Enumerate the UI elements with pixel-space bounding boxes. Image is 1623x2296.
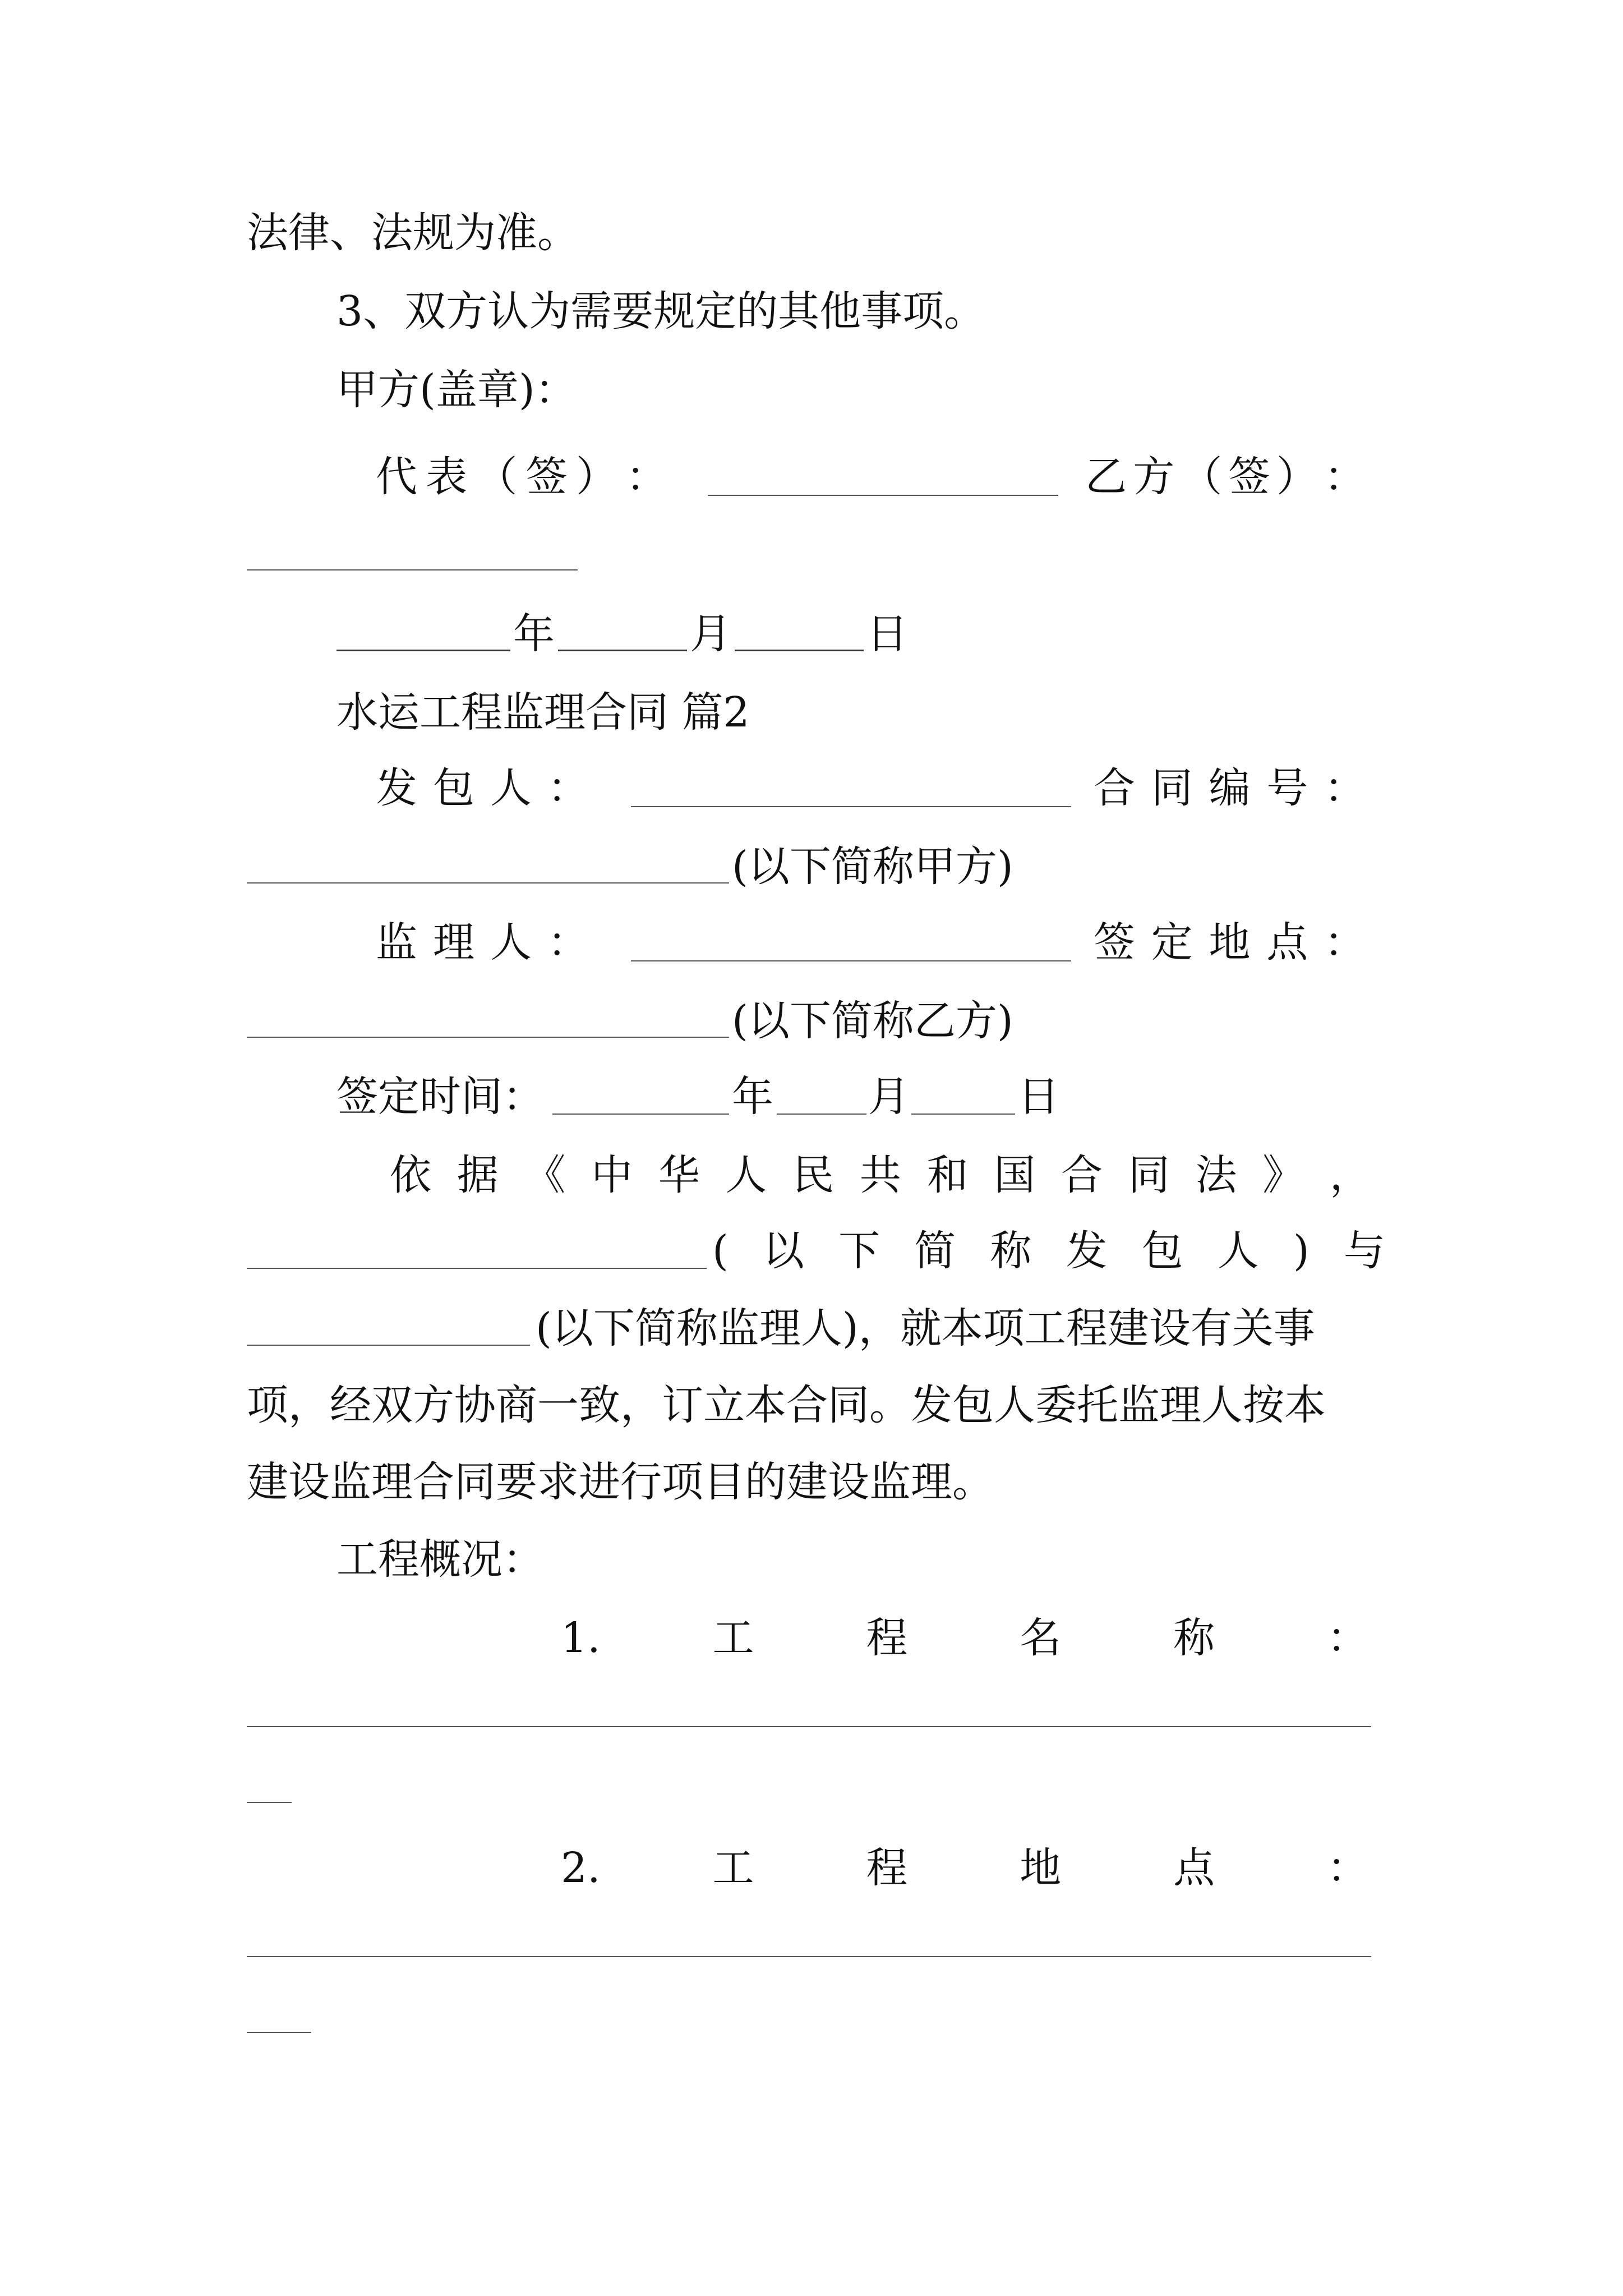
- supervisor-name-blank[interactable]: [247, 1345, 530, 1346]
- label-char: 2.: [561, 1844, 601, 1892]
- label-char: ：: [1326, 1844, 1368, 1892]
- label-char: ）: [1276, 453, 1318, 501]
- label-char: 签: [525, 453, 568, 501]
- label-char: 人: [490, 918, 532, 967]
- label-char: 下: [838, 1227, 880, 1275]
- party-a-note: (以下简称甲方): [732, 843, 1013, 891]
- basis-line: [390, 1147, 1371, 1203]
- label-char: 编: [1209, 764, 1251, 812]
- label-char: 简: [914, 1227, 956, 1275]
- label-char: 监: [376, 918, 417, 967]
- label-char: 合: [1061, 1151, 1103, 1199]
- label-char: 人: [725, 1151, 767, 1199]
- label-char: 签: [1094, 918, 1135, 967]
- label-char: 程: [866, 1614, 908, 1662]
- party-b-note: (以下简称乙方): [732, 997, 1013, 1045]
- representative-signature-blank[interactable]: [708, 495, 1058, 496]
- month-blank[interactable]: [558, 650, 687, 651]
- label-char: 人: [1217, 1227, 1259, 1275]
- paragraph-line-2: 项，经双方协商一致，订立本合同。发包人委托监理人按本: [247, 1381, 1326, 1429]
- label-char: ：: [1324, 918, 1366, 967]
- supervisor-label: [376, 914, 589, 970]
- project-name-label: [561, 1610, 1368, 1666]
- label-char: 国: [994, 1151, 1036, 1199]
- sign-month-label: 月: [868, 1073, 910, 1121]
- contract-number-blank[interactable]: [247, 882, 729, 884]
- label-char: 签: [1228, 453, 1270, 501]
- label-char: 和: [926, 1151, 969, 1199]
- project-name-blank-continued[interactable]: [247, 1802, 292, 1803]
- sign-day-blank[interactable]: [911, 1114, 1015, 1115]
- label-char: 号: [1266, 764, 1308, 812]
- supervisor-blank[interactable]: [631, 960, 1071, 961]
- label-char: 中: [591, 1151, 633, 1199]
- label-char: 包: [1141, 1227, 1183, 1275]
- label-char: 代: [376, 453, 417, 501]
- label-char: 方: [1133, 453, 1175, 501]
- label-char: (: [712, 1227, 728, 1275]
- day-blank[interactable]: [735, 650, 864, 651]
- issuer-blank[interactable]: [631, 806, 1071, 807]
- contract-number-label: [1094, 760, 1366, 816]
- label-char: ：: [1326, 1614, 1368, 1662]
- label-char: 发: [376, 764, 417, 812]
- sign-year-blank[interactable]: [552, 1114, 729, 1115]
- sign-place-label: [1094, 914, 1366, 970]
- label-char: 同: [1151, 764, 1193, 812]
- project-location-blank-continued[interactable]: [247, 2032, 311, 2033]
- label-char: 乙: [1085, 453, 1127, 501]
- label-char: 据: [457, 1151, 499, 1199]
- month-label: 月: [690, 610, 731, 658]
- label-char: 地: [1020, 1844, 1062, 1892]
- label-char: ：: [547, 918, 589, 967]
- issuer-note-line: [712, 1223, 1385, 1279]
- label-char: 名: [1020, 1614, 1062, 1662]
- label-char: ：: [1324, 453, 1366, 501]
- label-char: 工: [712, 1614, 754, 1662]
- label-char: 点: [1266, 918, 1308, 967]
- label-char: ，: [1329, 1151, 1371, 1199]
- label-char: 称: [990, 1227, 1032, 1275]
- label-char: 称: [1173, 1614, 1215, 1662]
- issuer-label: [376, 760, 589, 816]
- label-char: 以: [763, 1227, 804, 1275]
- label-char: 共: [859, 1151, 901, 1199]
- overview-label: 工程概况：: [336, 1535, 544, 1584]
- representative-label: [376, 449, 667, 505]
- label-char: 合: [1094, 764, 1135, 812]
- label-char: 点: [1173, 1844, 1215, 1892]
- label-char: ：: [625, 453, 667, 501]
- paragraph-line-3: 建设监理合同要求进行项目的建设监理。: [247, 1458, 994, 1506]
- label-char: 同: [1128, 1151, 1170, 1199]
- label-char: 地: [1209, 918, 1251, 967]
- paragraph-line-1: (以下简称监理人)，就本项工程建设有关事: [536, 1304, 1315, 1352]
- label-char: 民: [792, 1151, 834, 1199]
- project-name-blank[interactable]: [247, 1726, 1371, 1727]
- label-char: 《: [524, 1151, 566, 1199]
- label-char: 》: [1262, 1151, 1304, 1199]
- label-char: 发: [1066, 1227, 1108, 1275]
- sign-time-label: 签定时间：: [336, 1073, 544, 1121]
- label-char: 1.: [561, 1614, 601, 1662]
- text-line-law: 法律、法规为准。: [247, 209, 579, 257]
- party-b-signature-blank[interactable]: [247, 569, 578, 570]
- label-char: 包: [433, 764, 474, 812]
- label-char: 定: [1151, 918, 1193, 967]
- label-char: ）: [575, 453, 617, 501]
- label-char: （: [1181, 453, 1223, 501]
- year-label: 年: [513, 610, 555, 658]
- label-char: 与: [1343, 1227, 1385, 1275]
- label-char: 华: [658, 1151, 700, 1199]
- sign-day-label: 日: [1018, 1073, 1059, 1121]
- sign-year-label: 年: [732, 1073, 773, 1121]
- label-char: 程: [866, 1844, 908, 1892]
- label-char: 法: [1195, 1151, 1237, 1199]
- project-location-blank[interactable]: [247, 1956, 1371, 1957]
- label-char: 人: [490, 764, 532, 812]
- text-line-item3: 3、双方认为需要规定的其他事项。: [336, 287, 986, 335]
- day-label: 日: [866, 610, 908, 658]
- label-char: 依: [390, 1151, 431, 1199]
- label-char: ): [1293, 1227, 1310, 1275]
- party-b-signature-label: [1085, 449, 1366, 505]
- year-blank[interactable]: [336, 650, 510, 651]
- label-char: （: [476, 453, 518, 501]
- project-location-label: [561, 1840, 1368, 1896]
- label-char: 理: [433, 918, 474, 967]
- section-heading: 水运工程监理合同 篇2: [336, 688, 750, 737]
- label-char: 表: [426, 453, 468, 501]
- sign-place-blank[interactable]: [247, 1037, 729, 1038]
- label-char: 工: [712, 1844, 754, 1892]
- label-char: ：: [1324, 764, 1366, 812]
- party-a-seal-label: 甲方(盖章)：: [336, 366, 577, 414]
- issuer-name-blank[interactable]: [247, 1268, 707, 1269]
- label-char: ：: [547, 764, 589, 812]
- sign-month-blank[interactable]: [777, 1114, 866, 1115]
